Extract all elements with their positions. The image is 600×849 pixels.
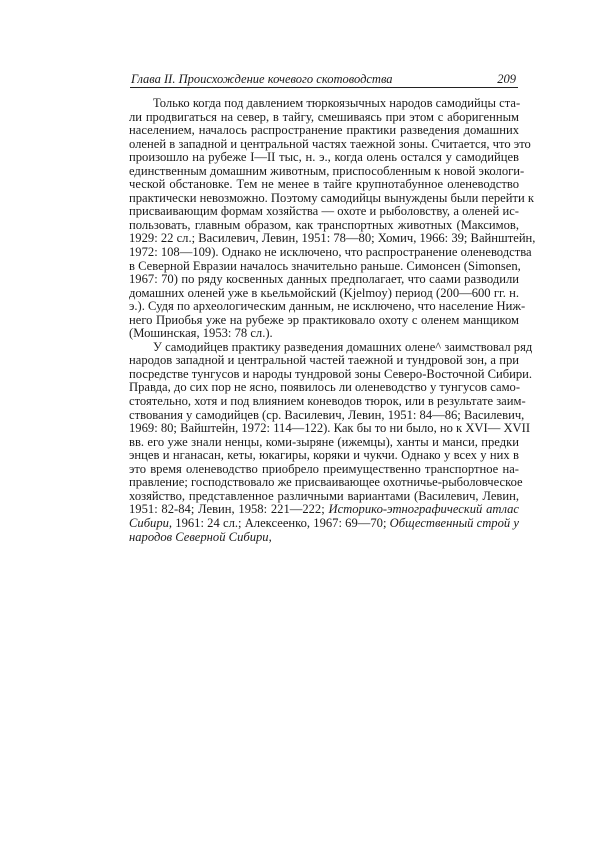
text-segment: населением, началось распространение практики разведения домашних bbox=[129, 123, 519, 138]
text-segment: оленей в западной и центральной частях таежной зоны. Считается, что это bbox=[129, 136, 531, 151]
running-header bbox=[130, 72, 518, 88]
text-segment: хозяйство, представленное различными вариантами (Василевич, Левин, bbox=[129, 488, 519, 503]
text-line bbox=[129, 436, 519, 450]
text-segment: стоятельно, хотя и под влиянием коневодов тюрок, или в результате заим- bbox=[129, 394, 526, 409]
text-line bbox=[129, 205, 519, 219]
text-segment: присваивающим формам хозяйства — охоте и рыболовству, а оленей ис- bbox=[129, 204, 519, 219]
text-segment: (Мошинская, 1953: 78 сл.). bbox=[129, 326, 273, 341]
text-line bbox=[129, 327, 519, 341]
page-number: 209 bbox=[497, 72, 516, 86]
text-segment: правление; господствовало же присваивающее охотничье-рыболовческое bbox=[129, 475, 523, 490]
text-segment: энцев и нганасан, кеты, юкагиры, коряки и чукчи. Однако у всех у них в bbox=[129, 448, 519, 463]
text-segment: 1961: 24 сл.; Алексеенко, 1967: 69—70; bbox=[172, 515, 390, 530]
text-segment: посредстве тунгусов и народы тундровой зоны Северо-Восточной Сибири. bbox=[129, 366, 533, 381]
text-segment: э.). Судя по археологическим данным, не исключено, что население Ниж- bbox=[129, 299, 526, 314]
text-segment: 1967: 70) по ряду косвенных данных предполагает, что саами разводили bbox=[129, 272, 519, 287]
text-line bbox=[129, 190, 534, 206]
italic-citation: Историко-этнографический атлас bbox=[328, 502, 520, 517]
text-line bbox=[129, 273, 519, 287]
text-segment: в Северной Евразии началось значительно раньше. Симонсен (Simonsen, bbox=[129, 258, 521, 273]
text-segment: это время оленеводство приобрело преимущественно транспортное на- bbox=[129, 461, 519, 476]
text-line bbox=[129, 314, 519, 328]
text-line bbox=[129, 231, 536, 246]
text-segment: 1969: 80; Вайштейн, 1972: 114—122). Как бы то ни было, но к XVI— XVII bbox=[129, 421, 531, 436]
text-segment: 1929: 22 сл.; Василевич, Левин, 1951: 78—80; Хомич, 1966: 39; Вайнштейн, bbox=[129, 231, 536, 246]
text-segment: ли продвигаться на север, в тайгу, смешиваясь при этом с аборигенным bbox=[129, 109, 519, 124]
text-line bbox=[129, 394, 526, 409]
text-segment: пользовать, главным образом, как транспортных животных (Максимов, bbox=[129, 217, 519, 232]
text-line bbox=[129, 381, 519, 395]
text-line bbox=[129, 354, 519, 368]
text-line bbox=[129, 463, 519, 477]
chapter-title: Глава II. Происхождение кочевого скотоводства bbox=[131, 72, 393, 86]
text-segment: домашних оленей уже в кьельмойский (Kjelmoy) период (200—600 гг. н. bbox=[129, 285, 519, 300]
text-segment: У самодийцев практику разведения домашних олене^ заимствовал ряд bbox=[153, 339, 533, 354]
text-line bbox=[129, 421, 531, 436]
text-line bbox=[129, 339, 533, 355]
text-segment: 1972: 108—109). Однако не исключено, что распространение оленеводства bbox=[129, 245, 532, 260]
text-segment: 1951: 82-84; Левин, 1958: 221—222; bbox=[129, 502, 329, 517]
body-text bbox=[129, 96, 536, 544]
text-line bbox=[129, 245, 532, 260]
text-segment: Правда, до сих пор не ясно, появилось ли оленеводство у тунгусов само- bbox=[129, 380, 521, 395]
text-line bbox=[129, 407, 525, 423]
text-segment: него Приобья уже на рубеже эр практиковало охоту с оленем манщиком bbox=[129, 312, 519, 327]
paragraph bbox=[129, 339, 533, 544]
text-segment: вв. его уже знали ненцы, коми-зыряне (ижемцы), ханты и манси, предки bbox=[129, 434, 519, 449]
italic-citation: Общественный строй у bbox=[389, 515, 519, 530]
text-line bbox=[129, 111, 519, 125]
text-line bbox=[129, 260, 519, 274]
text-line bbox=[129, 97, 519, 111]
text-line bbox=[129, 136, 531, 152]
text-segment: единственным домашним животным, приспособленным к новой экологи- bbox=[129, 163, 525, 178]
text-segment: практически невозможно. Поэтому самодийцы вынуждены были перейти к bbox=[129, 190, 534, 205]
italic-citation: народов Северной Сибири, bbox=[129, 529, 272, 544]
text-line bbox=[129, 163, 525, 179]
text-line bbox=[129, 219, 519, 233]
text-line bbox=[129, 287, 519, 301]
text-line bbox=[129, 151, 519, 165]
text-line bbox=[129, 366, 533, 382]
text-line bbox=[129, 299, 526, 314]
italic-citation: Сибири, bbox=[129, 515, 173, 530]
text-line bbox=[129, 517, 519, 531]
text-segment: ствования у самодийцев (ср. Василевич, Левин, 1951: 84—86; Василевич, bbox=[129, 407, 525, 422]
text-segment: народов западной и центральной частей таежной и тундровой зон, а при bbox=[129, 353, 519, 368]
text-line bbox=[129, 503, 519, 517]
text-segment: ческой обстановке. Тем не менее в тайге крупнотабунное оленеводство bbox=[129, 177, 519, 192]
text-line bbox=[129, 475, 523, 490]
text-line bbox=[129, 490, 519, 504]
text-segment: произошло на рубеже I—II тыс, н. э., когда олень остался у самодийцев bbox=[129, 150, 519, 165]
text-segment: Только когда под давлением тюркоязычных народов самодийцы ста- bbox=[153, 96, 521, 110]
text-line bbox=[129, 531, 519, 545]
text-line bbox=[129, 449, 519, 463]
paragraph bbox=[129, 96, 536, 341]
text-line bbox=[129, 178, 519, 192]
text-line bbox=[129, 124, 519, 138]
